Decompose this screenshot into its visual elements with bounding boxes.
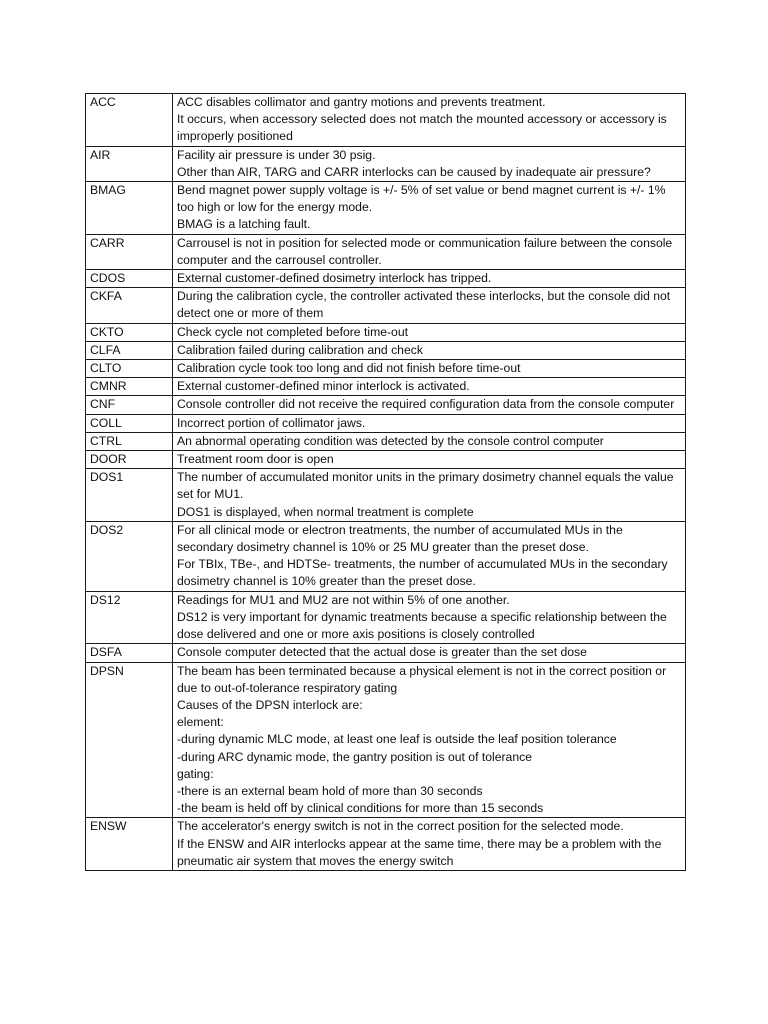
interlock-description	[173, 288, 686, 323]
interlock-description	[173, 414, 686, 432]
table-row	[86, 521, 686, 591]
description-line: BMAG is a latching fault.	[177, 217, 311, 232]
document-page	[85, 93, 686, 871]
table-row	[86, 591, 686, 644]
interlock-table	[85, 93, 686, 871]
interlock-description	[173, 146, 686, 181]
table-row	[86, 644, 686, 662]
description-line: Carrousel is not in position for selected mode or communication failure between the console computer and the carrousel controller.	[177, 235, 673, 267]
description-line: The number of accumulated monitor units in the primary dosimetry channel equals the value set for MU1.	[177, 470, 674, 502]
interlock-code: DPSN	[86, 662, 173, 818]
table-row	[86, 94, 686, 147]
interlock-code: CDOS	[86, 270, 173, 288]
description-line: For TBIx, TBe-, and HDTSe- treatments, the number of accumulated MUs in the secondary dosimetry channel is 10% greater than the preset dose.	[177, 557, 668, 589]
description-line: The beam has been terminated because a physical element is not in the correct position or due to out-of-tolerance respiratory gating	[177, 663, 667, 695]
interlock-code: CMNR	[86, 378, 173, 396]
interlock-code: CLTO	[86, 360, 173, 378]
table-row	[86, 469, 686, 522]
interlock-description	[173, 182, 686, 235]
interlock-table-body	[86, 94, 686, 871]
table-row	[86, 341, 686, 359]
interlock-description	[173, 378, 686, 396]
description-line: External customer-defined minor interlock is activated.	[177, 379, 470, 394]
interlock-code: ENSW	[86, 818, 173, 871]
table-row	[86, 662, 686, 818]
description-line: Treatment room door is open	[177, 452, 334, 467]
description-line: Check cycle not completed before time-out	[177, 324, 408, 339]
description-line: -there is an external beam hold of more than 30 seconds	[177, 783, 483, 798]
interlock-description	[173, 644, 686, 662]
interlock-code: DS12	[86, 591, 173, 644]
description-line: -during ARC dynamic mode, the gantry position is out of tolerance	[177, 749, 532, 764]
interlock-code: CLFA	[86, 341, 173, 359]
description-line: Console computer detected that the actual dose is greater than the set dose	[177, 645, 587, 660]
table-row	[86, 146, 686, 181]
interlock-description	[173, 662, 686, 818]
description-line: Calibration cycle took too long and did not finish before time-out	[177, 361, 521, 376]
description-line: It occurs, when accessory selected does not match the mounted accessory or accessory is improperly positioned	[177, 112, 667, 144]
table-row	[86, 182, 686, 235]
description-line: Other than AIR, TARG and CARR interlocks can be caused by inadequate air pressure?	[177, 164, 651, 179]
interlock-description	[173, 323, 686, 341]
interlock-code: DOS2	[86, 521, 173, 591]
interlock-description	[173, 396, 686, 414]
interlock-code: CTRL	[86, 432, 173, 450]
description-line: DS12 is very important for dynamic treatments because a specific relationship between the dose delivered and one or more axis positions is closely controlled	[177, 609, 667, 642]
table-row	[86, 323, 686, 341]
interlock-description	[173, 469, 686, 522]
table-row	[86, 414, 686, 432]
description-line: The accelerator's energy switch is not in the correct position for the selected mode.	[177, 819, 624, 834]
table-row	[86, 451, 686, 469]
description-line: Calibration failed during calibration and check	[177, 342, 423, 357]
description-line: DOS1 is displayed, when normal treatment is complete	[177, 504, 474, 519]
description-line: ACC disables collimator and gantry motions and prevents treatment.	[177, 95, 546, 109]
interlock-code: CKTO	[86, 323, 173, 341]
interlock-description	[173, 521, 686, 591]
description-line: Facility air pressure is under 30 psig.	[177, 147, 376, 162]
description-line: During the calibration cycle, the controller activated these interlocks, but the console did not detect one or more of them	[177, 289, 671, 321]
description-line: -during dynamic MLC mode, at least one leaf is outside the leaf position tolerance	[177, 732, 617, 747]
table-row	[86, 360, 686, 378]
table-row	[86, 432, 686, 450]
description-line: Causes of the DPSN interlock are:	[177, 697, 363, 712]
interlock-description	[173, 341, 686, 359]
table-row	[86, 270, 686, 288]
description-line: element:	[177, 715, 224, 730]
interlock-description	[173, 591, 686, 644]
description-line: For all clinical mode or electron treatments, the number of accumulated MUs in the secondary dosimetry channel is 10% or 25 MU greater than the preset dose.	[177, 522, 623, 555]
description-line: -the beam is held off by clinical conditions for more than 15 seconds	[177, 801, 544, 816]
interlock-description	[173, 451, 686, 469]
description-line: Console controller did not receive the required configuration data from the console computer	[177, 397, 675, 412]
interlock-code: COLL	[86, 414, 173, 432]
interlock-description	[173, 432, 686, 450]
description-line: An abnormal operating condition was detected by the console control computer	[177, 433, 604, 448]
interlock-description	[173, 270, 686, 288]
interlock-code: CNF	[86, 396, 173, 414]
description-line: Incorrect portion of collimator jaws.	[177, 415, 366, 430]
table-row	[86, 288, 686, 323]
interlock-description	[173, 818, 686, 871]
description-line: gating:	[177, 766, 214, 781]
interlock-code: DSFA	[86, 644, 173, 662]
interlock-code: CARR	[86, 234, 173, 269]
interlock-description	[173, 94, 686, 147]
interlock-code: BMAG	[86, 182, 173, 235]
interlock-code: DOS1	[86, 469, 173, 522]
description-line: External customer-defined dosimetry interlock has tripped.	[177, 271, 492, 286]
table-row	[86, 396, 686, 414]
table-row	[86, 818, 686, 871]
table-row	[86, 234, 686, 269]
interlock-description	[173, 360, 686, 378]
description-line: If the ENSW and AIR interlocks appear at the same time, there may be a problem with the pneumatic air system that moves the energy switch	[177, 836, 662, 868]
interlock-description	[173, 234, 686, 269]
description-line: Readings for MU1 and MU2 are not within 5% of one another.	[177, 592, 510, 607]
table-row	[86, 378, 686, 396]
interlock-code: CKFA	[86, 288, 173, 323]
interlock-code: DOOR	[86, 451, 173, 469]
description-line: Bend magnet power supply voltage is +/- 5% of set value or bend magnet current is +/- 1% too high or low for the energy mode.	[177, 183, 666, 215]
interlock-code: AIR	[86, 146, 173, 181]
interlock-code: ACC	[86, 94, 173, 147]
